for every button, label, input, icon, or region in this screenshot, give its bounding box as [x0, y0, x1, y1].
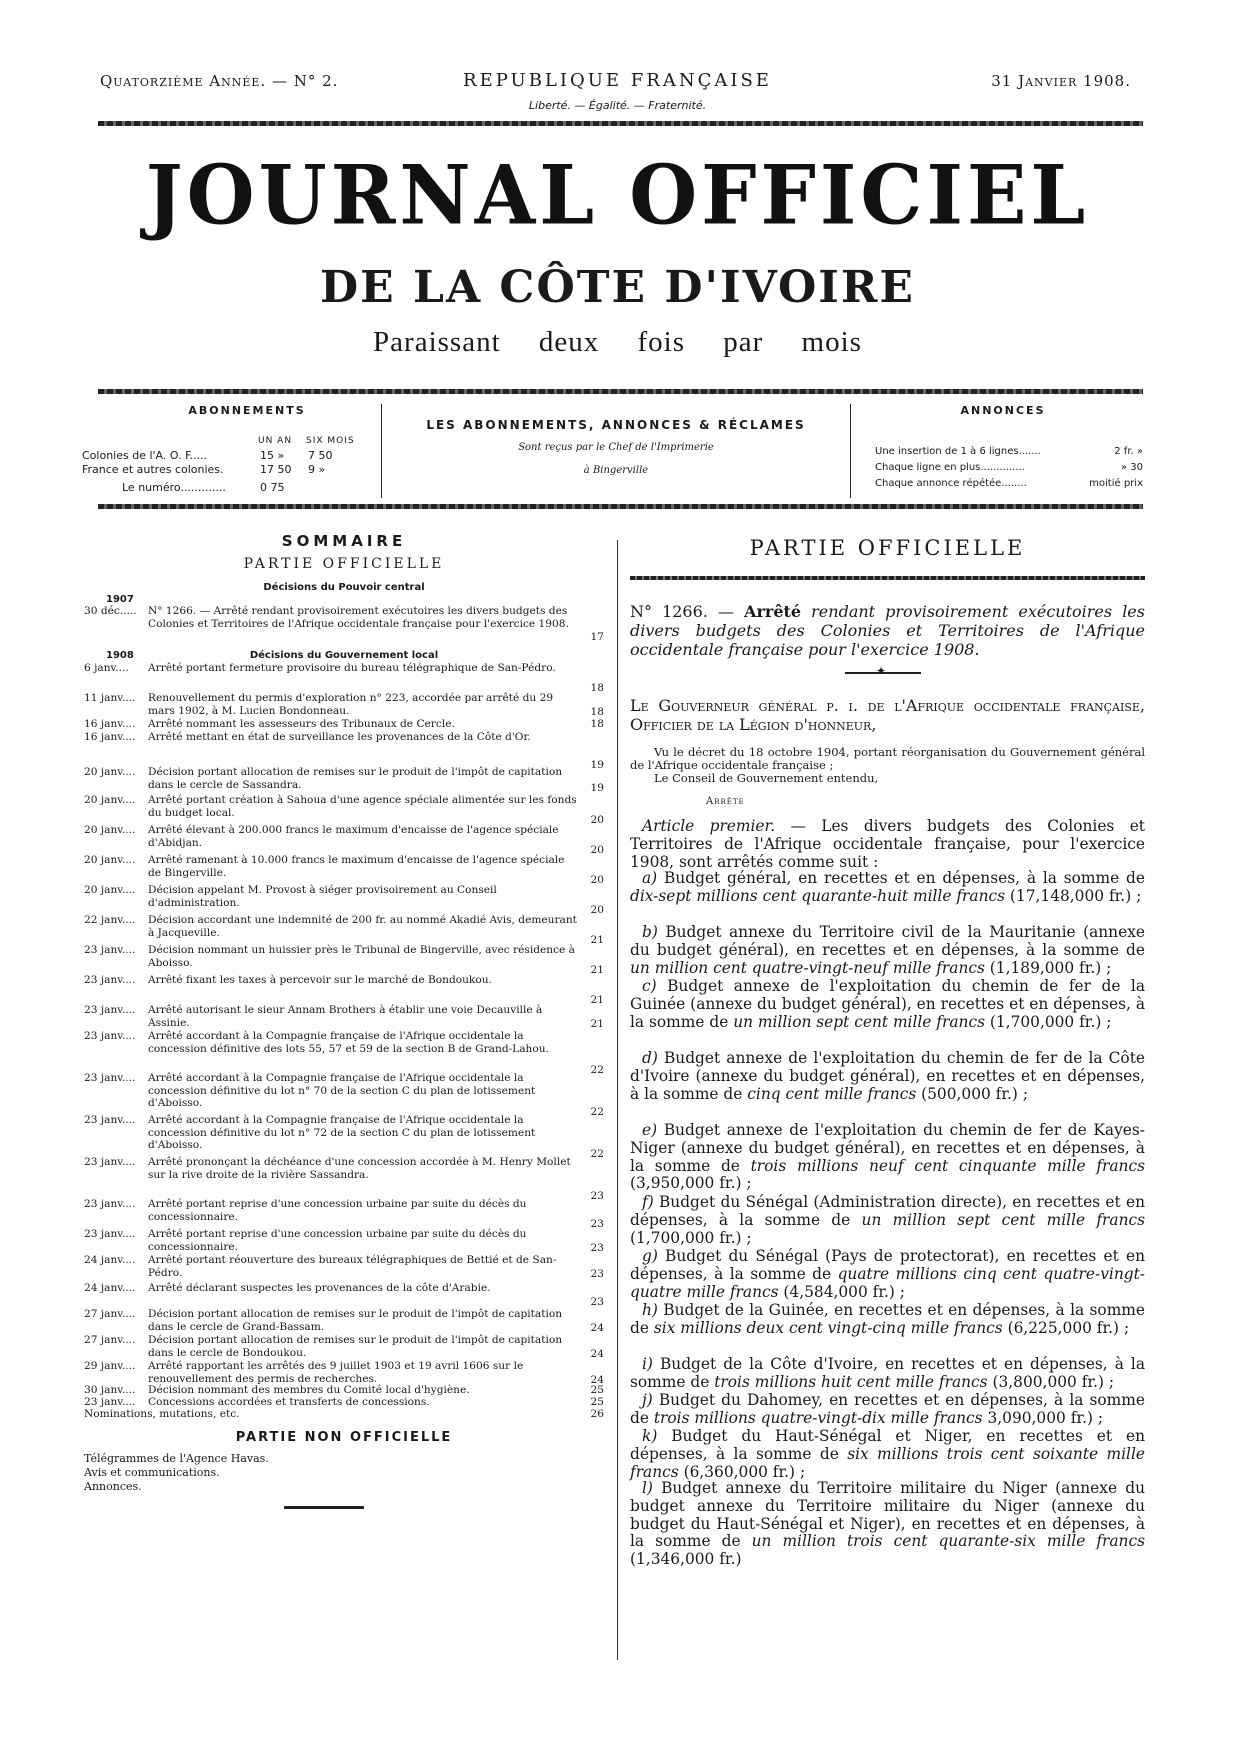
entry-text: Arrêté accordant à la Compagnie française de l'Afrique occidentale la concession définitive des lots 55, 57 et 59 de la section B de Grand-Lahou. [148, 1030, 549, 1055]
rate-price: » 30 [1120, 462, 1143, 473]
budget-item [630, 1302, 1145, 1338]
entry-text: Concessions accordées et transferts de concessions. [148, 1396, 430, 1408]
official-part-title: PARTIE OFFICIELLE [749, 536, 1026, 560]
budget-item [630, 978, 1145, 1031]
entry-date: 16 janv.... [84, 731, 136, 743]
unofficial-item: Annonces. [84, 1480, 142, 1493]
budget-item [630, 1248, 1145, 1301]
entry-date: 30 déc..... [84, 605, 137, 617]
single-copy-label: Le numéro............. [122, 481, 226, 494]
entry-date: 16 janv.... [84, 718, 136, 730]
year-1907: 1907 [106, 594, 134, 605]
entry-text: Arrêté portant réouverture des bureaux télégraphiques de Bettié et de San-Pédro. [148, 1254, 557, 1279]
subscription-label: France et autres colonies. [82, 463, 224, 476]
entry-text: Arrêté portant reprise d'une concession urbaine par suite du décès du concessionnaire. [148, 1228, 527, 1253]
budget-item-amount-figures: (3,800,000 fr.) ; [992, 1372, 1115, 1391]
entry-page: 22 [590, 1106, 604, 1118]
budget-item-letter: j) [642, 1391, 653, 1409]
publication-frequency: Paraissant deux fois par mois [373, 326, 862, 358]
end-flourish [284, 1506, 364, 1509]
journal-title: JOURNAL OFFICIEL [145, 147, 1090, 244]
entry-date: 20 janv.... [84, 854, 136, 866]
budget-item-text: Budget annexe de l'exploitation du chemin de fer de la Côte d'Ivoire (annexe du budget général), en recettes et en dépenses, à la somme de [630, 1049, 1145, 1103]
budget-item-text: Budget général, en recettes et en dépenses, à la somme de [664, 869, 1145, 887]
edition-number: Quatorzième Année. — N° 2. [100, 72, 339, 90]
info-line-1: Sont reçus par le Chef de l'Imprimerie [518, 442, 714, 453]
entry-text: Décision nommant des membres du Comité local d'hygiène. [148, 1384, 470, 1396]
entry-page: 20 [590, 814, 604, 826]
subscription-six-price: 9 » [308, 463, 326, 476]
column-divider [617, 540, 618, 1660]
rate-label: Chaque ligne en plus.............. [875, 462, 1025, 473]
budget-item-text: Budget du Dahomey, en recettes et en dépenses, à la somme de [630, 1391, 1145, 1427]
entry-date: 20 janv.... [84, 824, 136, 836]
subscription-year-price: 15 » [260, 449, 285, 462]
masthead-top-rule [98, 121, 1143, 126]
budget-item-letter: k) [642, 1427, 658, 1445]
budget-item-text: Budget annexe du Territoire civil de la Mauritanie (annexe du budget général), en recettes et en dépenses, à la somme de [630, 923, 1145, 959]
entry-text: Arrêté fixant les taxes à percevoir sur le marché de Bondoukou. [148, 974, 492, 986]
announcements-box [863, 404, 1143, 498]
budget-item-letter: a) [642, 869, 658, 887]
rate-label: Chaque annonce répétée........ [875, 478, 1027, 489]
visa-decree: Vu le décret du 18 octobre 1904, portant réorganisation du Gouvernement général de l'Afrique occidentale française ; [630, 745, 1145, 772]
entry-date: 23 janv.... [84, 1072, 136, 1084]
entry-date: 23 janv.... [84, 1114, 136, 1126]
budget-item [630, 1356, 1145, 1392]
budget-item [630, 1122, 1145, 1193]
entry-date: 20 janv.... [84, 884, 136, 896]
entry-text: Arrêté prononçant la déchéance d'une concession accordée à M. Henry Mollet sur la rive droite de la rivière Sassandra. [148, 1156, 571, 1181]
entry-date: 27 janv.... [84, 1334, 136, 1346]
budget-item-text: Budget du Sénégal (Pays de protectorat), en recettes et en dépenses, à la somme de [630, 1247, 1145, 1283]
entry-page: 23 [590, 1268, 604, 1280]
entry-page: 21 [590, 1018, 604, 1030]
entry-date: 24 janv.... [84, 1254, 136, 1266]
central-decisions-heading: Décisions du Pouvoir central [263, 582, 425, 593]
entry-date: 23 janv.... [84, 1156, 136, 1168]
budget-item-amount-words: trois millions neuf cent cinquante mille francs [750, 1156, 1145, 1175]
budget-item-amount-words: un million sept cent mille francs [733, 1012, 985, 1031]
entry-text: Décision accordant une indemnité de 200 fr. au nommé Akadié Avis, demeurant à Jacqueville. [148, 914, 577, 939]
article-lead: Article premier. [642, 817, 776, 835]
budget-item-amount-words: un million trois cent quarante-six mille francs [751, 1532, 1145, 1551]
budget-item-amount-figures: (500,000 fr.) ; [921, 1084, 1029, 1103]
budget-item-amount-words: quatre millions cinq cent quatre-vingt-quatre mille francs [630, 1264, 1145, 1301]
rate-label: Une insertion de 1 à 6 lignes....... [875, 446, 1041, 457]
article-premier [630, 818, 1145, 871]
summary-official-part: PARTIE OFFICIELLE [243, 556, 445, 572]
header-box-bottom-rule [98, 504, 1143, 509]
budget-item-text: Budget annexe de l'exploitation du chemin de fer de la Guinée (annexe du budget général), en recettes et en dépenses, à la somme de [630, 977, 1145, 1031]
budget-item-amount-words: six millions trois cent soixante mille francs [630, 1444, 1145, 1481]
single-copy-row [122, 481, 285, 494]
single-copy-price: 0 75 [260, 481, 285, 494]
entry-text: Décision portant allocation de remises sur le produit de l'impôt de capitation dans le cercle de Bondoukou. [148, 1334, 563, 1359]
budget-item-letter: g) [642, 1247, 658, 1265]
entry-text: N° 1266. — Arrêté rendant provisoirement exécutoires les divers budgets des Colonies et Territoires de l'Afrique occidentale française pour l'exercice 1908. [148, 605, 569, 630]
budget-item-text: Budget du Haut-Sénégal et Niger, en recettes et en dépenses, à la somme de [630, 1427, 1145, 1463]
entry-date: 29 janv.... [84, 1360, 136, 1372]
decree-kind: Arrêté [744, 602, 802, 621]
entry-date: 22 janv.... [84, 914, 136, 926]
decree-title: rendant provisoirement exécutoires les divers budgets des Colonies et Territoires de l'Afrique occidentale française pour l'exercice 1908. [630, 602, 1145, 659]
entry-text: Arrêté ramenant à 10.000 francs le maximum d'encaisse de l'agence spéciale de Bingerville. [148, 854, 565, 879]
budget-item-letter: h) [642, 1301, 658, 1319]
subscription-row [82, 463, 326, 476]
entry-page: 18 [590, 706, 604, 718]
subscription-six-price: 7 50 [308, 449, 333, 462]
entry-page: 18 [590, 718, 604, 730]
budget-item-letter: d) [642, 1049, 658, 1067]
budget-item-letter: l) [642, 1479, 653, 1497]
entry-page: 23 [590, 1242, 604, 1254]
entry-page: 20 [590, 874, 604, 886]
entry-date: 23 janv.... [84, 974, 136, 986]
budget-item-amount-words: un million cent quatre-vingt-neuf mille francs [630, 958, 985, 977]
entry-date: 30 janv.... [84, 1384, 136, 1396]
entry-page: 25 [590, 1396, 604, 1408]
entry-text: Arrêté portant fermeture provisoire du bureau télégraphique de San-Pédro. [148, 662, 556, 674]
budget-item-letter: c) [642, 977, 657, 995]
subscription-year-price: 17 50 [260, 463, 292, 476]
entry-date: 6 janv.... [84, 662, 129, 674]
budget-item-amount-words: cinq cent mille francs [747, 1084, 917, 1103]
entry-text: Arrêté nommant les assesseurs des Tribunaux de Cercle. [148, 718, 455, 730]
budget-item-text: Budget de la Côte d'Ivoire, en recettes et en dépenses, à la somme de [630, 1355, 1145, 1391]
entry-page: 19 [590, 759, 604, 771]
section-separator [845, 672, 921, 674]
entry-page: 26 [590, 1408, 604, 1420]
col-year-label: UN AN [258, 436, 293, 446]
entry-date: 23 janv.... [84, 1198, 136, 1210]
entry-text: Arrêté mettant en état de surveillance les provenances de la Côte d'Or. [148, 731, 531, 743]
entry-page: 24 [590, 1348, 604, 1360]
budget-item-text: Budget de la Guinée, en recettes et en dépenses, à la somme de [630, 1301, 1145, 1337]
budget-item-letter: b) [642, 923, 658, 941]
entry-text: Arrêté élevant à 200.000 francs le maximum d'encaisse de l'agence spéciale d'Abidjan. [148, 824, 559, 849]
entry-text: Décision portant allocation de remises sur le produit de l'impôt de capitation dans le cercle de Grand-Bassam. [148, 1308, 563, 1333]
arrete-label: Arrête [706, 796, 745, 807]
entry-date: 23 janv.... [84, 944, 136, 956]
entry-date: 11 janv.... [84, 692, 136, 704]
unofficial-item: Télégrammes de l'Agence Havas. [84, 1452, 269, 1465]
budget-item-amount-figures: (3,950,000 fr.) ; [630, 1174, 752, 1193]
entry-page: 23 [590, 1296, 604, 1308]
budget-item [630, 1050, 1145, 1103]
visa-council: Le Conseil de Gouvernement entendu, [654, 771, 879, 785]
unofficial-part-title: PARTIE NON OFFICIELLE [235, 1430, 453, 1445]
budget-item [630, 1480, 1145, 1569]
budget-item-letter: i) [642, 1355, 653, 1373]
entry-text: Renouvellement du permis d'exploration n° 223, accordée par arrêté du 29 mars 1902, à M. Lucien Bondonneau. [148, 692, 554, 717]
nominations-text: Nominations, mutations, etc. [84, 1408, 240, 1420]
budget-item-amount-figures: (6,225,000 fr.) ; [1007, 1318, 1130, 1337]
budget-item-letter: f) [642, 1193, 654, 1211]
budget-item [630, 870, 1145, 906]
entry-text: Arrêté autorisant le sieur Annam Brothers à établir une voie Decauville à Assinie. [148, 1004, 543, 1029]
governor-preamble: Le Gouverneur général p. i. de l'Afrique occidentale française, Officier de la Légion d'honneur, [630, 696, 1145, 734]
entry-text: Arrêté accordant à la Compagnie française de l'Afrique occidentale la concession définitive du lot n° 72 de la section C du plan de lotissement d'Aboisso. [148, 1114, 536, 1151]
entry-date: 27 janv.... [84, 1308, 136, 1320]
subscriptions-heading: ABONNEMENTS [188, 404, 306, 417]
info-heading: LES ABONNEMENTS, ANNONCES & RÉCLAMES [426, 418, 806, 432]
budget-item-amount-figures: (1,700,000 fr.) ; [630, 1228, 752, 1247]
announcement-rate-row [875, 446, 1143, 457]
rate-price: 2 fr. » [1114, 446, 1143, 457]
entry-page: 22 [590, 1148, 604, 1160]
budget-item-amount-figures: 3,090,000 fr.) ; [987, 1408, 1104, 1427]
budget-item-amount-words: six millions deux cent vingt-cinq mille francs [653, 1318, 1003, 1337]
entry-text: Arrêté portant création à Sahoua d'une agence spéciale alimentée sur les fonds du budget local. [148, 794, 577, 819]
entry-date: 20 janv.... [84, 766, 136, 778]
entry-text: Arrêté portant reprise d'une concession urbaine par suite du décès du concessionnaire. [148, 1198, 527, 1223]
entry-page: 24 [590, 1322, 604, 1334]
decree-number: N° 1266. — [630, 602, 734, 621]
budget-item-text: Budget annexe de l'exploitation du chemin de fer de Kayes-Niger (annexe du budget général), en recettes et en dépenses, à la somme de [630, 1121, 1145, 1175]
info-line-2: à Bingerville [583, 465, 649, 476]
entry-page: 25 [590, 1384, 604, 1396]
entry-page: 23 [590, 1190, 604, 1202]
budget-item-amount-words: un million sept cent mille francs [861, 1210, 1145, 1229]
article-text: — Les divers budgets des Colonies et Territoires de l'Afrique occidentale française, pour l'exercice 1908, sont arrêtés comme suit : [630, 817, 1145, 871]
entry-text: Décision portant allocation de remises sur le produit de l'impôt de capitation dans le cercle de Sassandra. [148, 766, 563, 791]
entry-text: Arrêté déclarant suspectes les provenances de la côte d'Arabie. [148, 1282, 491, 1294]
entry-date: 24 janv.... [84, 1282, 136, 1294]
entry-text: Arrêté accordant à la Compagnie française de l'Afrique occidentale la concession définitive du lot n° 70 de la section C du plan de lotissement d'Aboisso. [148, 1072, 536, 1109]
entry-date: 23 janv.... [84, 1030, 136, 1042]
announcement-rate-row [875, 462, 1143, 473]
budget-item-amount-figures: (1,700,000 fr.) ; [989, 1012, 1112, 1031]
issue-date: 31 Janvier 1908. [991, 72, 1131, 90]
year-1908: 1908 [106, 650, 134, 661]
entry-page: 22 [590, 1064, 604, 1076]
entry-text: Décision nommant un huissier près le Tribunal de Bingerville, avec résidence à Aboisso. [148, 944, 575, 969]
entry-date: 20 janv.... [84, 794, 136, 806]
summary-title: SOMMAIRE [281, 532, 407, 550]
budget-item-amount-figures: (1,346,000 fr.) [630, 1550, 742, 1569]
entry-page: 20 [590, 904, 604, 916]
budget-item-text: Budget du Sénégal (Administration directe), en recettes et en dépenses, à la somme de [630, 1193, 1145, 1229]
summary-entry [84, 1408, 604, 1421]
entry-date: 23 janv.... [84, 1396, 136, 1408]
entry-page: 21 [590, 964, 604, 976]
entry-date: 23 janv.... [84, 1004, 136, 1016]
local-decisions-heading: Décisions du Gouvernement local [249, 650, 439, 661]
journal-subtitle: DE LA CÔTE D'IVOIRE [320, 262, 915, 313]
entry-page: 17 [590, 631, 604, 643]
entry-page: 20 [590, 844, 604, 856]
entry-page: 19 [590, 782, 604, 794]
budget-item [630, 924, 1145, 977]
budget-item-amount-words: trois millions huit cent mille francs [714, 1372, 988, 1391]
budget-item-amount-figures: (1,189,000 fr.) ; [989, 958, 1112, 977]
entry-page: 21 [590, 994, 604, 1006]
entry-text: Arrêté rapportant les arrêtés des 9 juillet 1903 et 19 avril 1606 sur le renouvellement des permis de recherches. [148, 1360, 524, 1385]
unofficial-item: Avis et communications. [84, 1466, 220, 1479]
national-motto: Liberté. — Égalité. — Fraternité. [528, 99, 707, 112]
budget-item-letter: e) [642, 1121, 658, 1139]
budget-item [630, 1194, 1145, 1247]
official-part-rule [630, 576, 1145, 580]
budget-item-amount-figures: (4,584,000 fr.) ; [783, 1282, 905, 1301]
budget-item [630, 1428, 1145, 1481]
budget-item [630, 1392, 1145, 1428]
republic-heading: REPUBLIQUE FRANÇAISE [463, 70, 772, 91]
budget-item-amount-words: dix-sept millions cent quarante-huit mille francs [630, 886, 1006, 905]
subscription-row [82, 449, 333, 462]
budget-item-amount-figures: (17,148,000 fr.) ; [1009, 886, 1142, 905]
budget-item-amount-words: trois millions quatre-vingt-dix mille francs [653, 1408, 983, 1427]
budget-item-text: Budget annexe du Territoire militaire du Niger (annexe du budget annexe du Territoire militaire du Niger (annexe du budget du Haut-Sénégal et Niger), en recettes et en dépenses, à la somme de [630, 1479, 1145, 1551]
entry-page: 21 [590, 934, 604, 946]
entry-page: 18 [590, 682, 604, 694]
subscriptions-info-box [381, 404, 851, 498]
subscriptions-box [82, 394, 372, 498]
entry-page: 24 [590, 1374, 604, 1386]
subscription-label: Colonies de l'A. O. F..... [82, 449, 208, 462]
col-six-months-label: SIX MOIS [306, 436, 355, 446]
announcement-rate-row [875, 478, 1143, 489]
entry-date: 23 janv.... [84, 1228, 136, 1240]
announcements-heading: ANNONCES [960, 404, 1046, 417]
budget-item-amount-figures: (6,360,000 fr.) ; [683, 1462, 806, 1481]
entry-text: Décision appelant M. Provost à siéger provisoirement au Conseil d'administration. [148, 884, 497, 909]
decree-heading [630, 602, 1145, 659]
entry-page: 23 [590, 1218, 604, 1230]
rate-price: moitié prix [1089, 478, 1143, 489]
